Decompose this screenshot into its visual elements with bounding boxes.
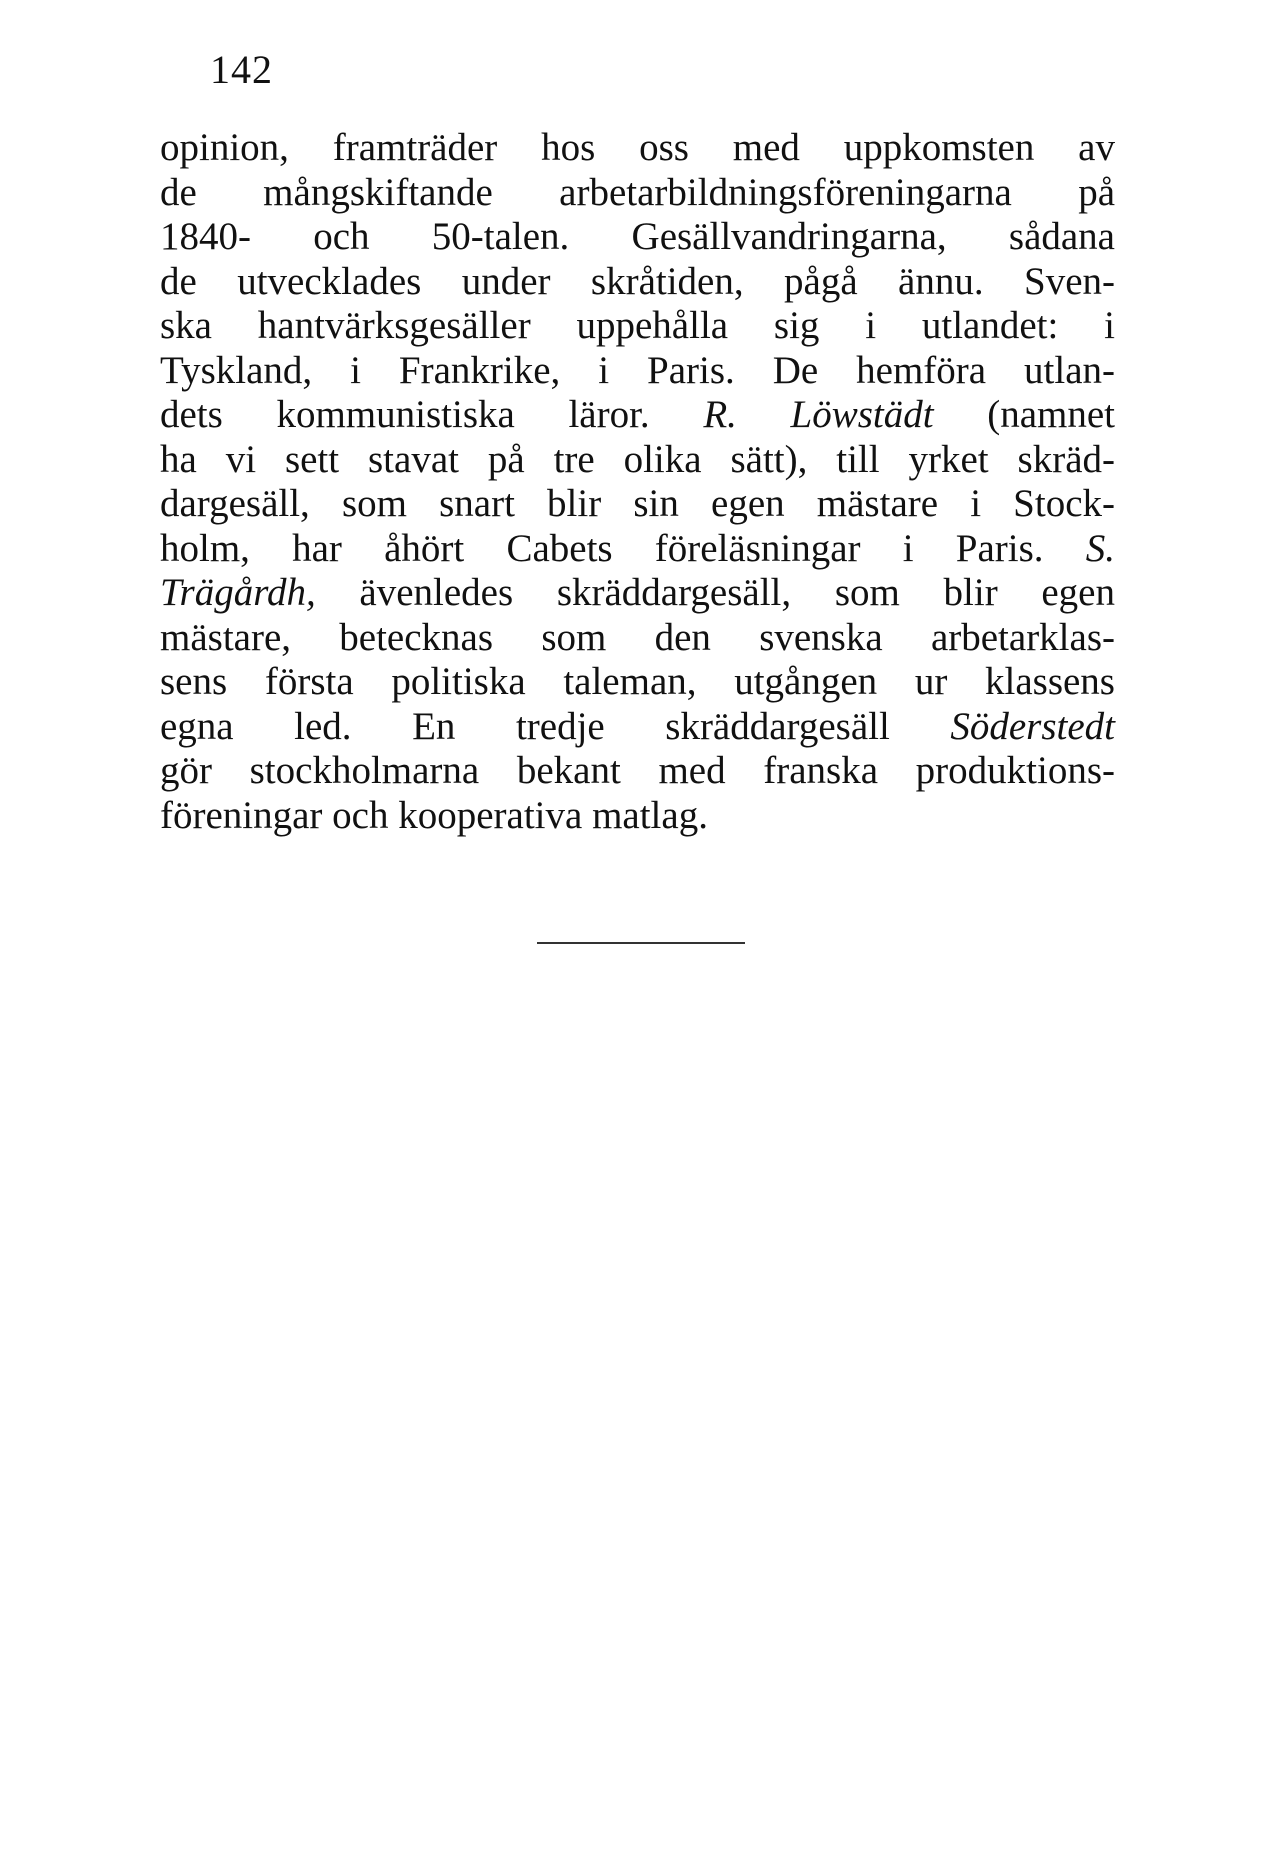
text-segment: de mångskiftande arbetarbildningsföreningarna på <box>160 170 1115 214</box>
text-line <box>160 349 1115 394</box>
text-segment: sens första politiska taleman, utgången ur klassens <box>160 660 1115 703</box>
text-segment: mästare, betecknas som den svenska arbetarklas- <box>160 615 1115 659</box>
italic-name: Söderstedt <box>950 704 1115 748</box>
text-segment: (namnet <box>933 393 1115 436</box>
text-line <box>160 260 1115 305</box>
italic-name: Trägårdh, <box>160 571 316 614</box>
text-segment: de utvecklades under skråtiden, pågå ännu. Sven- <box>160 259 1115 303</box>
text-line <box>160 215 1115 260</box>
text-segment: dets kommunistiska läror. <box>160 393 704 436</box>
page-number: 142 <box>210 47 273 92</box>
text-line <box>160 171 1115 216</box>
text-line <box>160 482 1115 527</box>
text-segment: 1840- och 50-talen. Gesällvandringarna, sådana <box>160 215 1115 258</box>
text-segment: föreningar och kooperativa matlag. <box>160 793 708 837</box>
section-end-rule <box>537 942 745 944</box>
text-segment: ska hantvärksgesäller uppehålla sig i utlandet: i <box>160 304 1115 347</box>
text-line <box>160 527 1115 572</box>
text-segment: egna led. En tredje skräddargesäll <box>160 704 951 748</box>
text-line <box>160 571 1115 616</box>
text-line <box>160 660 1115 705</box>
text-segment: holm, har åhört Cabets föreläsningar i Paris. <box>160 526 1086 570</box>
text-line <box>160 616 1115 661</box>
text-line <box>160 705 1115 750</box>
italic-name: R. Löwstädt <box>703 393 934 436</box>
italic-name: S. <box>1085 526 1115 570</box>
text-segment: opinion, framträder hos oss med uppkomsten av <box>160 126 1115 169</box>
text-segment: ha vi sett stavat på tre olika sätt), till yrket skräd- <box>160 437 1115 481</box>
text-segment: Tyskland, i Frankrike, i Paris. De hemföra utlan- <box>160 348 1115 392</box>
text-segment: gör stockholmarna bekant med franska produktions- <box>160 749 1115 792</box>
text-line <box>160 304 1115 349</box>
text-segment: dargesäll, som snart blir sin egen mästare i Stock- <box>160 482 1115 525</box>
text-line <box>160 126 1115 171</box>
text-line <box>160 749 1115 794</box>
text-line <box>160 393 1115 438</box>
text-segment: ävenledes skräddargesäll, som blir egen <box>315 571 1115 614</box>
text-line <box>160 438 1115 483</box>
body-paragraph <box>160 126 1115 838</box>
text-line <box>160 794 1115 839</box>
